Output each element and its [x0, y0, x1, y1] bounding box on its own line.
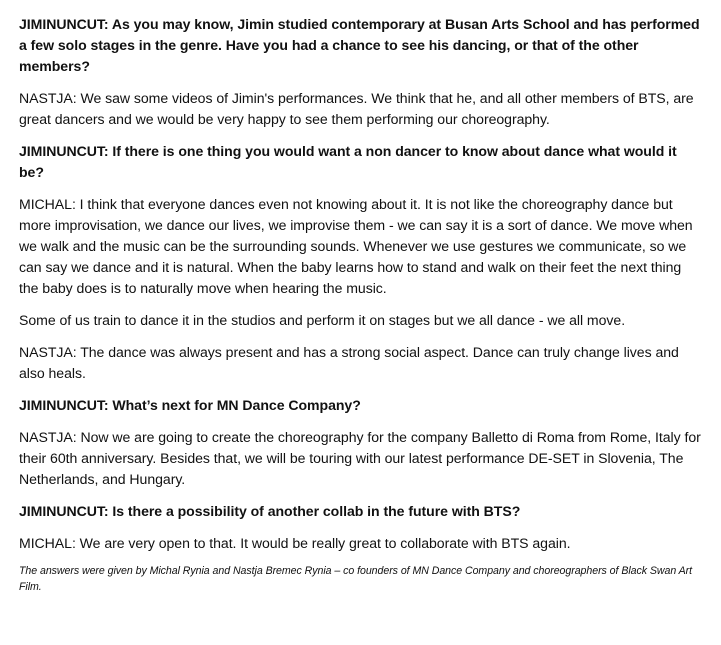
- answer-paragraph: Some of us train to dance it in the studios and perform it on stages but we all dance - we all move.: [19, 312, 626, 328]
- question-paragraph: JIMINUNCUT: What’s next for MN Dance Company?: [19, 397, 361, 413]
- footer-credits: The answers were given by Michal Rynia and Nastja Bremec Rynia – co founders of MN Dance Company and choreographers of Black Swan Art Film.: [19, 565, 693, 593]
- answer-paragraph: MICHAL: I think that everyone dances even not knowing about it. It is not like the choreography dance but more improvisation, we dance our lives, we improvise them - we can say it is a sort of dance. We move when we walk and the music can be the surrounding sounds. Whenever we use gestures we communicate, so we can say we dance and it is natural. When the baby learns how to stand and walk on their feet the next thing the baby does is to naturally move when hearing the music.: [19, 196, 693, 296]
- answer-paragraph: NASTJA: Now we are going to create the choreography for the company Balletto di Roma from Rome, Italy for their 60th anniversary. Besides that, we will be touring with our latest performance DE-SET in Slovenia, The Netherlands, and Hungary.: [19, 429, 701, 487]
- question-paragraph: JIMINUNCUT: If there is one thing you would want a non dancer to know about dance what would it be?: [19, 143, 677, 180]
- question-paragraph: JIMINUNCUT: As you may know, Jimin studied contemporary at Busan Arts School and has performed a few solo stages in the genre. Have you had a chance to see his dancing, or that of the other members?: [19, 16, 700, 74]
- interview-document: [19, 14, 703, 595]
- answer-paragraph: MICHAL: We are very open to that. It would be really great to collaborate with BTS again.: [19, 535, 571, 551]
- question-paragraph: JIMINUNCUT: Is there a possibility of another collab in the future with BTS?: [19, 503, 521, 519]
- answer-paragraph: NASTJA: We saw some videos of Jimin's performances. We think that he, and all other members of BTS, are great dancers and we would be very happy to see them performing our choreography.: [19, 90, 694, 127]
- answer-paragraph: NASTJA: The dance was always present and has a strong social aspect. Dance can truly change lives and also heals.: [19, 344, 679, 381]
